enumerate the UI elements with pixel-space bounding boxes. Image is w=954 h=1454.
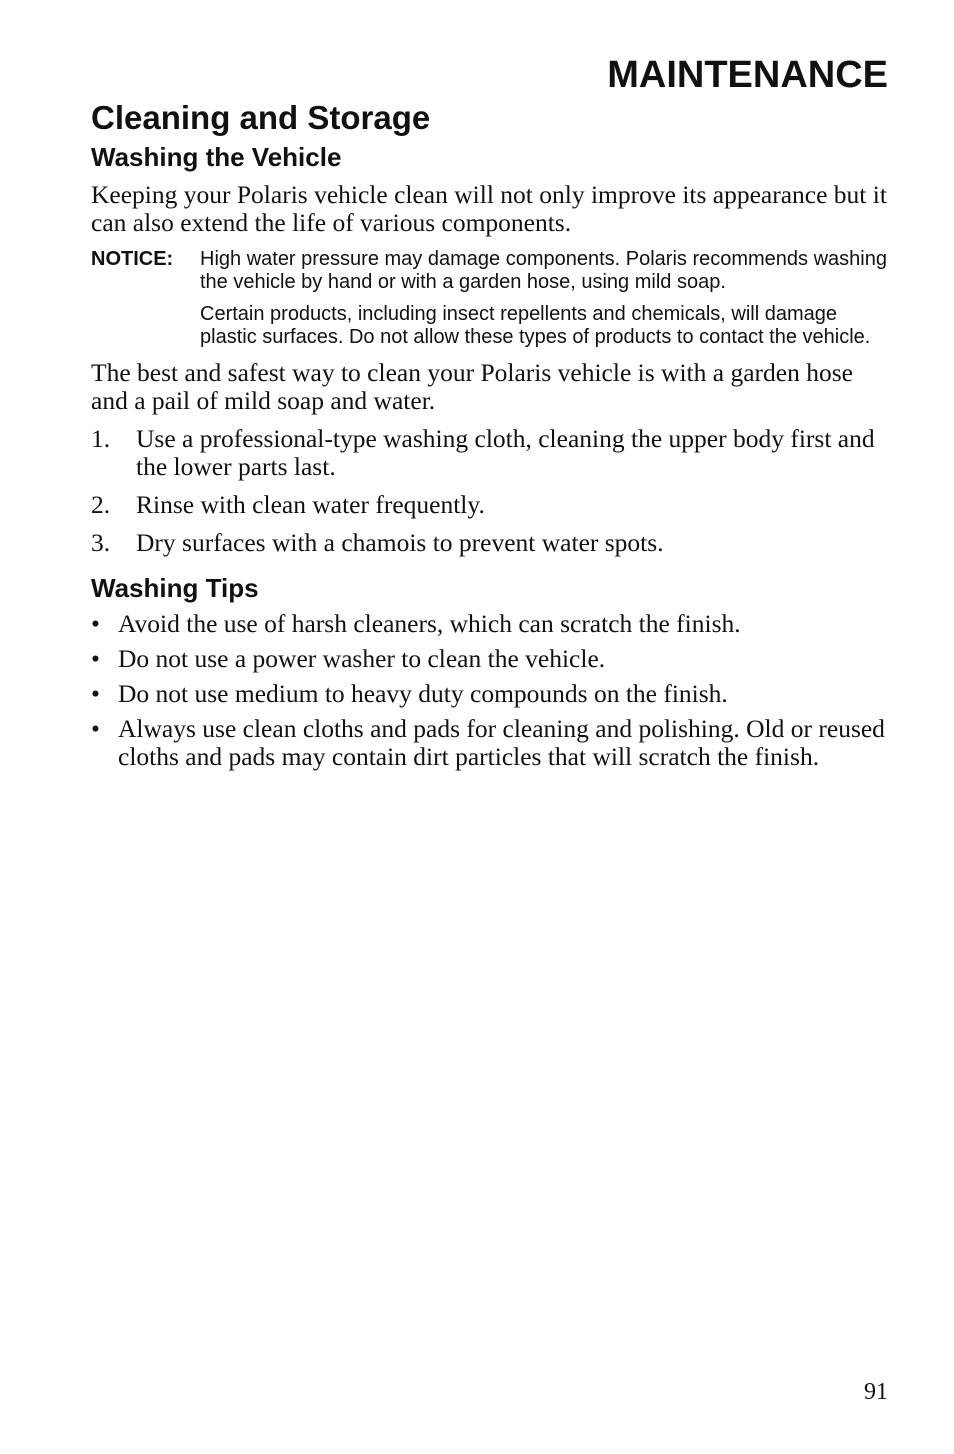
page-number: 91 xyxy=(864,1379,888,1405)
washing-tips-list xyxy=(91,610,888,771)
bullet-icon: • xyxy=(91,644,100,673)
tip-text: Always use clean cloths and pads for cleaning and polishing. Old or reused cloths and pads may contain dirt particles that will scratch the finish. xyxy=(118,714,885,771)
notice-block xyxy=(91,248,888,349)
step-text: Use a professional-type washing cloth, cleaning the upper body first and the lower parts last. xyxy=(136,424,875,481)
step-number: 3. xyxy=(91,528,111,557)
list-item xyxy=(91,680,888,708)
bullet-icon: • xyxy=(91,609,100,638)
notice-paragraph: Certain products, including insect repellents and chemicals, will damage plastic surfaces. Do not allow these types of products to contact the vehicle. xyxy=(200,303,871,348)
step-text: Rinse with clean water frequently. xyxy=(136,490,485,519)
list-item xyxy=(91,491,888,519)
washing-steps-list xyxy=(91,425,888,557)
section-title: Cleaning and Storage xyxy=(91,99,431,136)
notice-paragraph: High water pressure may damage components. Polaris recommends washing the vehicle by hand or with a garden hose, using mild soap. xyxy=(200,248,887,293)
notice-label: NOTICE: xyxy=(91,248,174,270)
list-item xyxy=(91,610,888,638)
bullet-icon: • xyxy=(91,679,100,708)
step-number: 1. xyxy=(91,424,111,453)
step-text: Dry surfaces with a chamois to prevent water spots. xyxy=(136,528,664,557)
tip-text: Do not use medium to heavy duty compounds on the finish. xyxy=(118,679,728,708)
washing-tips-heading: Washing Tips xyxy=(91,573,259,603)
list-item xyxy=(91,645,888,673)
best-way-paragraph: The best and safest way to clean your Polaris vehicle is with a garden hose and a pail of mild soap and water. xyxy=(91,358,853,415)
page-content xyxy=(91,139,888,771)
intro-paragraph: Keeping your Polaris vehicle clean will not only improve its appearance but it can also extend the life of various components. xyxy=(91,180,887,237)
step-number: 2. xyxy=(91,490,111,519)
notice-body xyxy=(200,248,888,349)
washing-vehicle-heading: Washing the Vehicle xyxy=(91,142,342,172)
list-item xyxy=(91,425,888,481)
chapter-title: MAINTENANCE xyxy=(607,54,888,96)
list-item xyxy=(91,529,888,557)
list-item xyxy=(91,715,888,771)
tip-text: Do not use a power washer to clean the vehicle. xyxy=(118,644,606,673)
tip-text: Avoid the use of harsh cleaners, which can scratch the finish. xyxy=(118,609,741,638)
bullet-icon: • xyxy=(91,714,100,743)
